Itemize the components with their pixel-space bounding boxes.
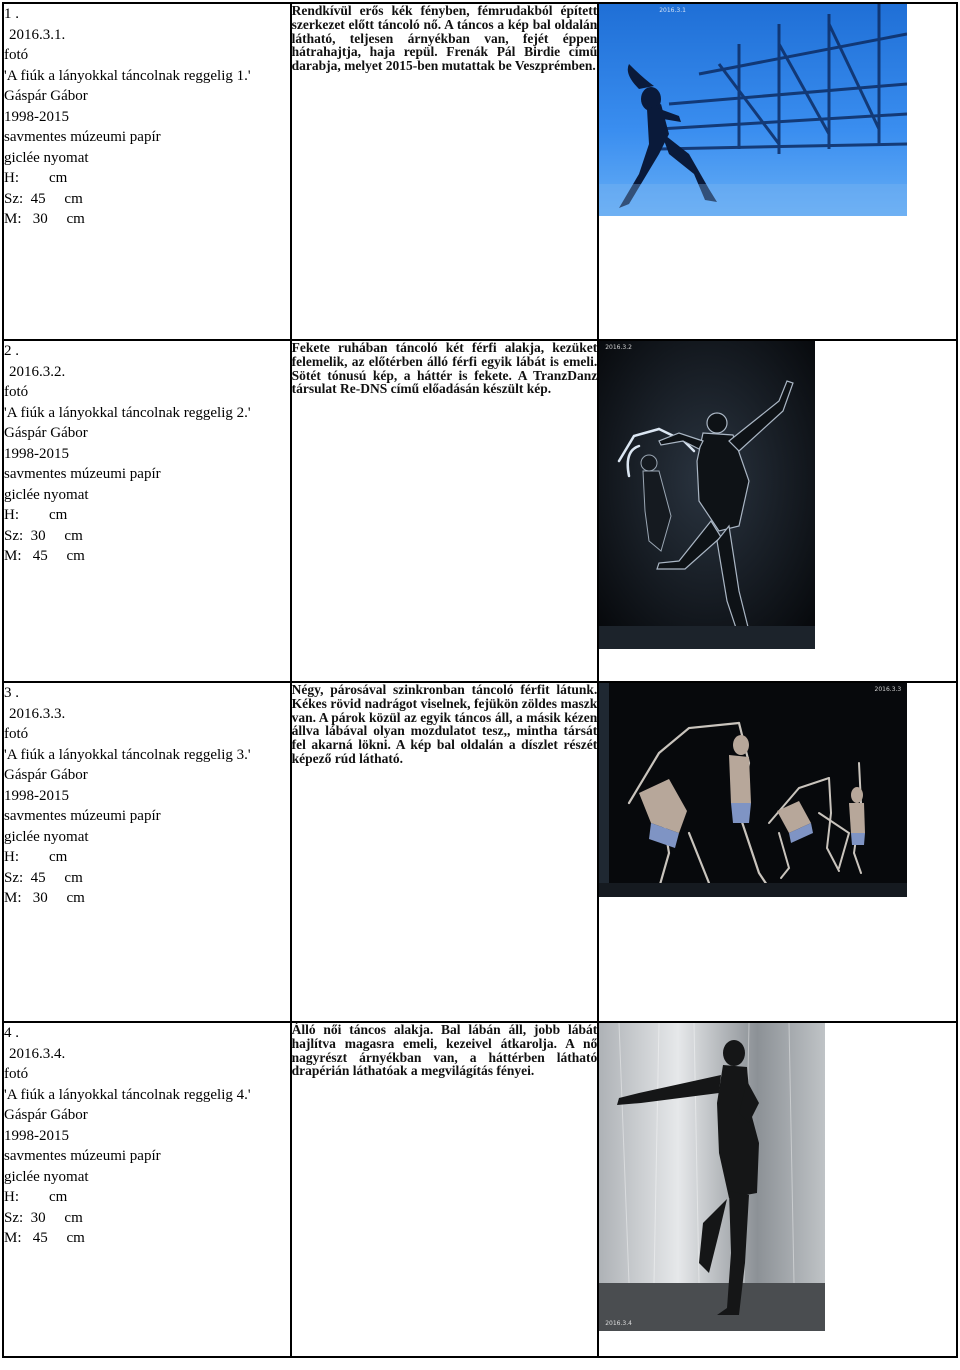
object-type: fotó (4, 726, 29, 742)
catalog-table (2, 2, 958, 1358)
inventory-number: 2016.3.3. (9, 705, 66, 722)
depth: M: 45 cm (4, 548, 85, 564)
item-number: 3 . (4, 685, 19, 701)
description-cell (291, 3, 599, 340)
author: Gáspár Gábor (4, 767, 88, 783)
inventory-number: 2016.3.4. (9, 1045, 66, 1062)
technique: giclée nyomat (4, 149, 89, 166)
catalog-row (3, 3, 957, 340)
object-title: 'A fiúk a lányokkal táncolnak reggelig 4.' (4, 1086, 251, 1103)
description-text: Fekete ruhában táncoló két férfi alakja, kezüket felemelik, az előtérben álló férfi egyik lábát is emeli. Sötét tónusú kép, a háttér is fekete. A TranzDanz társulat Re-DNS című előadásán készült kép. (291, 340, 598, 397)
photo-blue-dancer (599, 4, 907, 216)
photo-stamp: 2016.3.2 (605, 344, 632, 351)
object-title: 'A fiúk a lányokkal táncolnak reggelig 1.' (4, 67, 251, 84)
material: savmentes múzeumi papír (4, 1148, 161, 1164)
depth: M: 30 cm (4, 890, 85, 906)
depth: M: 45 cm (4, 1230, 85, 1246)
description-text: Négy, párosával szinkronban táncoló férfit látunk. Kékes rövid nadrágot viselnek, fejükön zöldes maszk van. A párok közül az egyik táncos áll, a másik kézen állva lábával olyan mozdulatot tesz,, mintha társát fel akarná lökni. A kép bal oldalán a díszlet részét képező rúd látható. (291, 682, 598, 766)
object-type: fotó (4, 384, 29, 400)
item-number: 1 . (4, 6, 19, 22)
technique: giclée nyomat (4, 828, 89, 845)
photo-four-dancers (599, 683, 907, 897)
height: H: cm (4, 1189, 68, 1205)
object-title: 'A fiúk a lányokkal táncolnak reggelig 3.' (4, 746, 251, 763)
author: Gáspár Gábor (4, 425, 88, 441)
catalog-row (3, 340, 957, 682)
photo-standing-dancer (599, 1023, 825, 1331)
inventory-number: 2016.3.2. (9, 363, 66, 380)
description-cell (291, 1022, 599, 1357)
years: 1998-2015 (4, 108, 69, 125)
item-number: 4 . (4, 1025, 19, 1041)
width: Sz: 45 cm (4, 190, 83, 207)
photo-cell (598, 340, 957, 682)
photo-cell (598, 3, 957, 340)
height: H: cm (4, 849, 68, 865)
height: H: cm (4, 170, 68, 186)
technique: giclée nyomat (4, 486, 89, 503)
meta-cell (3, 682, 291, 1022)
meta-cell (3, 1022, 291, 1357)
catalog-row (3, 1022, 957, 1357)
years: 1998-2015 (4, 1127, 69, 1144)
years: 1998-2015 (4, 787, 69, 804)
item-number: 2 . (4, 343, 19, 359)
description-text: Rendkívül erős kék fényben, fémrudakból épített szerkezet előtt táncoló nő. A táncos a kép bal oldalán látható, teljesen árnyékban van, fejét éppen hátrahajtja, haja repül. Frenák Pál Birdie című darabja, melyet 2015-ben mutattak be Veszprémben. (291, 3, 598, 74)
photo-cell (598, 682, 957, 1022)
description-cell (291, 682, 599, 1022)
description-cell (291, 340, 599, 682)
width: Sz: 30 cm (4, 527, 83, 544)
author: Gáspár Gábor (4, 1107, 88, 1123)
width: Sz: 30 cm (4, 1209, 83, 1226)
height: H: cm (4, 507, 68, 523)
description-text: Álló női táncos alakja. Bal lábán áll, jobb lábát hajlítva magasra emeli, kezeivel átkarolja. A nő nagyrészt árnyékban van, a háttérben látható drapérián láthatóak a megvilágítás fényei. (291, 1022, 598, 1079)
photo-stamp: 2016.3.1 (659, 7, 686, 14)
meta-cell (3, 340, 291, 682)
material: savmentes múzeumi papír (4, 808, 161, 824)
years: 1998-2015 (4, 445, 69, 462)
material: savmentes múzeumi papír (4, 129, 161, 145)
meta-cell (3, 3, 291, 340)
author: Gáspár Gábor (4, 88, 88, 104)
photo-dark-dancers (599, 341, 815, 649)
technique: giclée nyomat (4, 1168, 89, 1185)
object-type: fotó (4, 47, 29, 63)
material: savmentes múzeumi papír (4, 466, 161, 482)
photo-stamp: 2016.3.4 (605, 1320, 632, 1327)
catalog-row (3, 682, 957, 1022)
object-title: 'A fiúk a lányokkal táncolnak reggelig 2.' (4, 404, 251, 421)
photo-cell (598, 1022, 957, 1357)
width: Sz: 45 cm (4, 869, 83, 886)
photo-stamp: 2016.3.3 (874, 686, 902, 693)
depth: M: 30 cm (4, 211, 85, 227)
inventory-number: 2016.3.1. (9, 26, 66, 43)
object-type: fotó (4, 1066, 29, 1082)
